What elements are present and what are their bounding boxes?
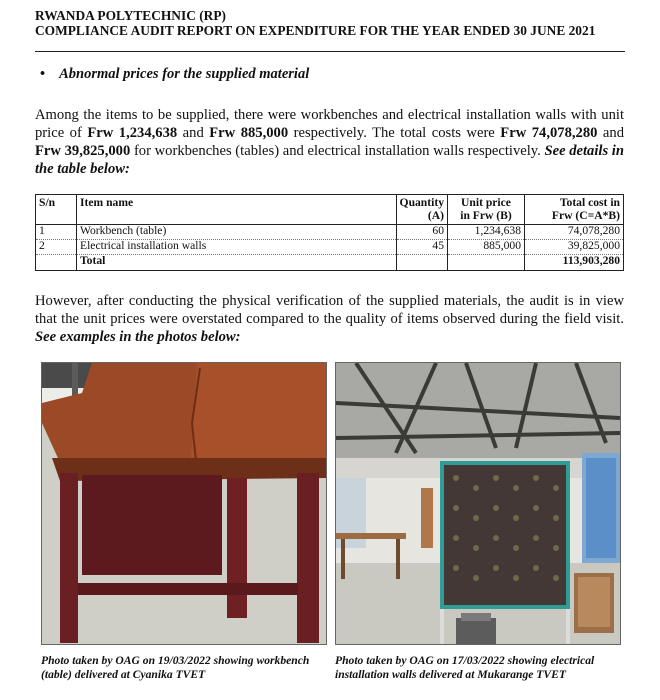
- intro-paragraph: [35, 106, 624, 178]
- header-divider: [35, 51, 625, 52]
- photo-reference: See examples in the photos below:: [35, 329, 241, 345]
- cell-quantity: 45: [396, 240, 447, 255]
- electrical-wall-photo: [335, 362, 621, 645]
- total-workbench: Frw 74,078,280: [500, 125, 598, 141]
- grand-total: 113,903,280: [525, 255, 624, 271]
- para-text: and: [177, 125, 210, 141]
- cell-unit-price: [448, 255, 525, 271]
- section-heading-text: Abnormal prices for the supplied material: [59, 66, 310, 82]
- table-row: [36, 240, 624, 255]
- para-text: for workbenches (tables) and electrical installation walls respectively.: [130, 143, 545, 159]
- report-title: COMPLIANCE AUDIT REPORT ON EXPENDITURE FOR THE YEAR ENDED 30 JUNE 2021: [35, 23, 596, 38]
- total-label: Total: [77, 255, 397, 271]
- cell-sn: 2: [36, 240, 77, 255]
- cell-sn: 1: [36, 225, 77, 240]
- table-reference: See details in the table below:: [35, 143, 624, 177]
- table-total-row: [36, 255, 624, 271]
- header-item-name: Item name: [77, 195, 397, 225]
- header-unit-price: Unit price in Frw (B): [448, 195, 525, 225]
- cell-total-cost: 74,078,280: [525, 225, 624, 240]
- finding-paragraph: [35, 292, 624, 346]
- cell-item-name: Electrical installation walls: [77, 240, 397, 255]
- institution-title: RWANDA POLYTECHNIC (RP): [35, 8, 226, 23]
- expenditure-table: [35, 194, 624, 271]
- bullet-icon: •: [40, 66, 46, 82]
- cell-total-cost: 39,825,000: [525, 240, 624, 255]
- workbench-illustration: [42, 363, 326, 644]
- header-sn: S/n: [36, 195, 77, 225]
- price-walls: Frw 885,000: [209, 125, 289, 141]
- table-header-row: [36, 195, 624, 225]
- section-heading: [40, 66, 309, 83]
- para-text: respectively. The total costs were: [288, 125, 501, 141]
- cell-sn: [36, 255, 77, 271]
- header-total-cost: Total cost in Frw (C=A*B): [525, 195, 624, 225]
- classroom-illustration: [336, 363, 620, 644]
- para-text: However, after conducting the physical verification of the supplied materials, the audit is in view that the unit prices were overstated compared to the quality of items observed during the field visit.: [35, 293, 624, 327]
- total-walls: Frw 39,825,000: [35, 143, 131, 159]
- photo-caption-workbench: Photo taken by OAG on 19/03/2022 showing workbench (table) delivered at Cyanika TVET: [41, 654, 310, 681]
- para-text: and: [597, 125, 624, 141]
- table-row: [36, 225, 624, 240]
- report-header: [35, 8, 625, 38]
- cell-item-name: Workbench (table): [77, 225, 397, 240]
- price-workbench: Frw 1,234,638: [87, 125, 178, 141]
- cell-quantity: [396, 255, 447, 271]
- photo-caption-electrical-wall: Photo taken by OAG on 17/03/2022 showing electrical installation walls delivered at Mukarange TVET: [335, 654, 595, 681]
- cell-unit-price: 885,000: [448, 240, 525, 255]
- cell-unit-price: 1,234,638: [448, 225, 525, 240]
- cell-quantity: 60: [396, 225, 447, 240]
- workbench-photo: [41, 362, 327, 645]
- header-quantity: Quantity (A): [396, 195, 447, 225]
- para-text: Among the items to be supplied, there were workbenches and electrical installation walls with unit price of: [35, 107, 624, 141]
